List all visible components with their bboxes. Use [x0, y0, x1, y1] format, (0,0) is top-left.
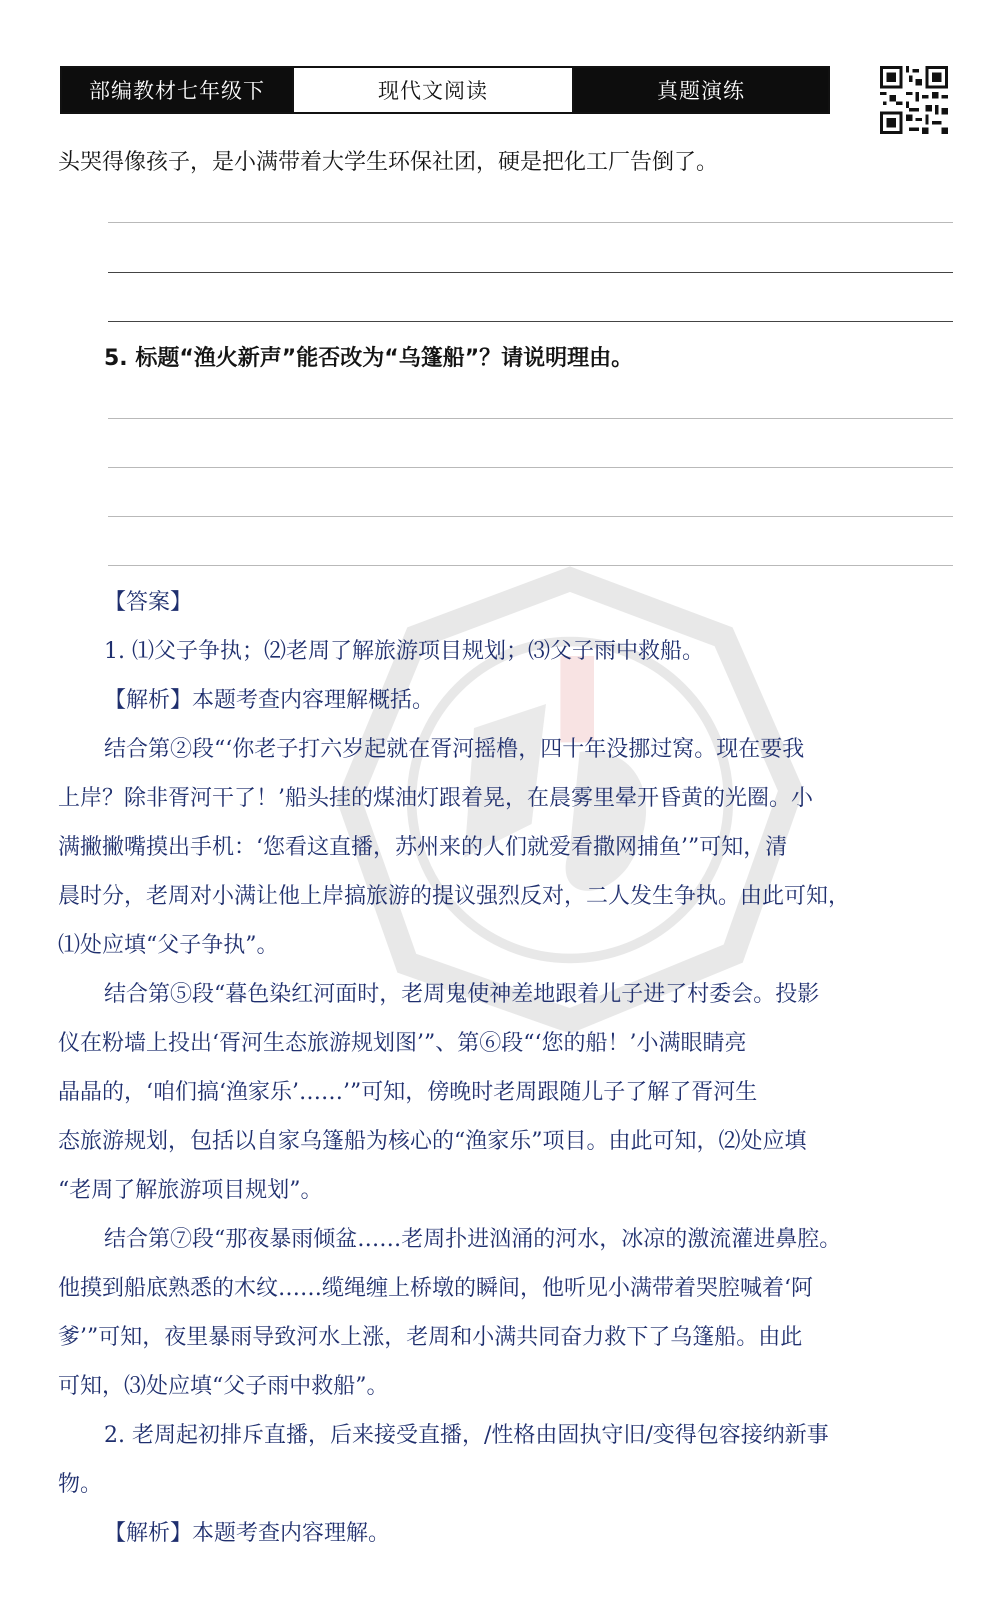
analysis-line: 结合第②段“‘你老子打六岁起就在胥河摇橹，四十年没挪过窝。现在要我	[104, 737, 805, 762]
analysis-line: 上岸？除非胥河干了！’船头挂的煤油灯跟着晃，在晨雾里晕开昏黄的光圈。小	[58, 786, 813, 811]
answer-2: 2. 老周起初排斥直播，后来接受直播，/性格由固执守旧/变得包容接纳新事	[104, 1423, 829, 1448]
analysis-line: 可知，⑶处应填“父子雨中救船”。	[58, 1374, 389, 1399]
analysis-line: 他摸到船底熟悉的木纹……缆绳缠上桥墩的瞬间，他听见小满带着哭腔喊着‘阿	[58, 1276, 813, 1301]
answer-2-continued: 物。	[58, 1472, 103, 1497]
answer-rule	[108, 565, 953, 566]
answer-rule	[108, 222, 953, 223]
passage-line: 头哭得像孩子，是小满带着大学生环保社团，硬是把化工厂告倒了。	[58, 150, 719, 175]
question-5: 5. 标题“渔火新声”能否改为“乌篷船”？请说明理由。	[104, 346, 634, 371]
qr-code-icon	[880, 66, 948, 134]
analysis-line: 满撇撇嘴摸出手机：‘您看这直播，苏州来的人们就爱看撒网捕鱼’”可知，清	[58, 835, 788, 860]
header-grade-label: 部编教材七年级下	[62, 68, 292, 112]
answer-rule	[108, 516, 953, 517]
analysis-line: 晶晶的，‘咱们搞‘渔家乐’……’”可知，傍晚时老周跟随儿子了解了胥河生	[58, 1080, 758, 1105]
analysis-line: “老周了解旅游项目规划”。	[58, 1178, 323, 1203]
analysis-line: 结合第⑦段“那夜暴雨倾盆……老周扑进汹涌的河水，冰凉的激流灌进鼻腔。	[104, 1227, 842, 1252]
header-exercise-label: 真题演练	[574, 68, 828, 112]
analysis-line: 晨时分，老周对小满让他上岸搞旅游的提议强烈反对，二人发生争执。由此可知，	[58, 884, 851, 909]
analysis-line: 仪在粉墙上投出‘胥河生态旅游规划图’”、第⑥段“‘您的船！’小满眼睛亮	[58, 1031, 747, 1056]
answer-rule	[108, 418, 953, 419]
analysis-line: 结合第⑤段“暮色染红河面时，老周鬼使神差地跟着儿子进了村委会。投影	[104, 982, 820, 1007]
answer-rule	[108, 467, 953, 468]
answer-rule	[108, 321, 953, 322]
answer-heading: 【答案】	[104, 590, 193, 615]
analysis-heading: 【解析】本题考查内容理解。	[104, 1521, 391, 1546]
analysis-line: 态旅游规划，包括以自家乌篷船为核心的“渔家乐”项目。由此可知，⑵处应填	[58, 1129, 807, 1154]
header-bar	[60, 66, 830, 114]
analysis-line: ⑴处应填“父子争执”。	[58, 933, 279, 958]
analysis-heading: 【解析】本题考查内容理解概括。	[104, 688, 435, 713]
header-section-title: 现代文阅读	[292, 68, 574, 112]
answer-rule	[108, 272, 953, 273]
answer-1: 1. ⑴父子争执；⑵老周了解旅游项目规划；⑶父子雨中救船。	[104, 639, 704, 664]
analysis-line: 爹’”可知，夜里暴雨导致河水上涨，老周和小满共同奋力救下了乌篷船。由此	[58, 1325, 803, 1350]
